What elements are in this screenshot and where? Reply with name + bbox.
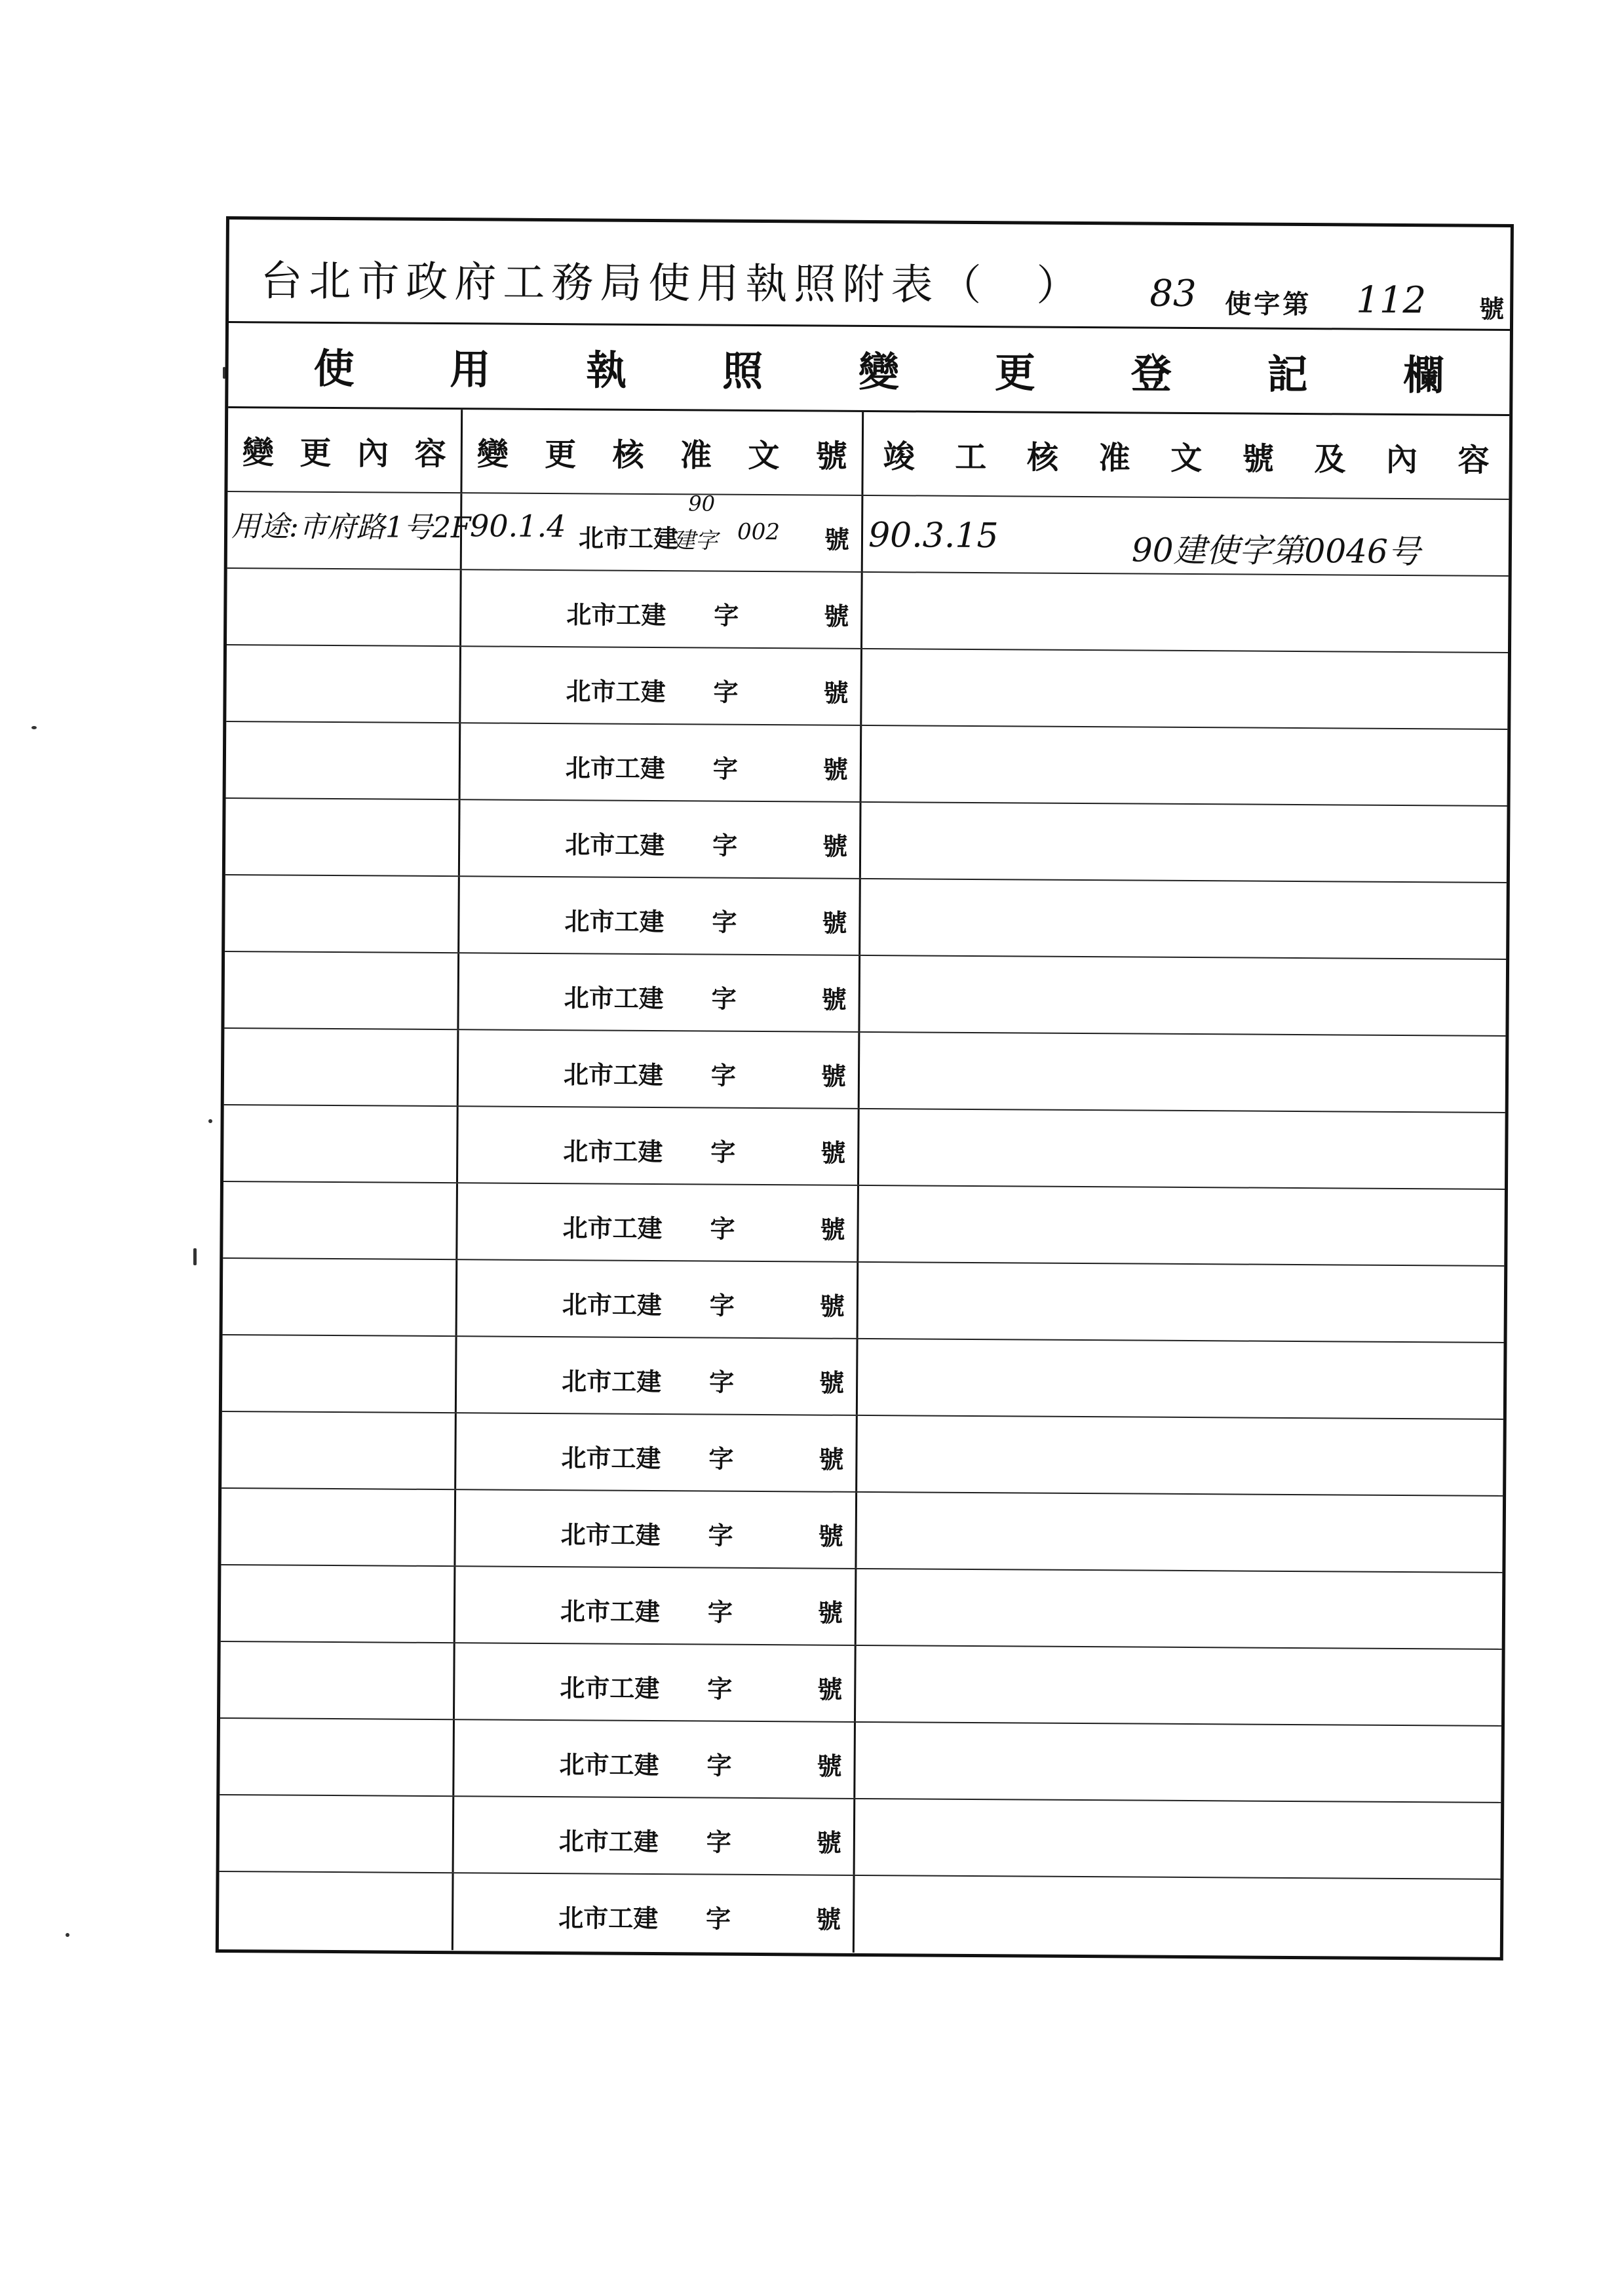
approval-prefix: 北市工建 [563, 1136, 663, 1167]
section-heading-char: 執 [586, 346, 627, 394]
approval-prefix: 北市工建 [565, 830, 665, 860]
approval-zi: 字 [708, 1444, 734, 1474]
change-content-cell [221, 1565, 456, 1642]
approval-zi: 字 [707, 1674, 733, 1704]
approval-suffix: 號 [821, 984, 847, 1014]
change-content-cell [222, 1335, 457, 1412]
approval-suffix: 號 [816, 1904, 841, 1934]
approval-prefix: 北市工建 [562, 1366, 662, 1397]
approval-prefix: 北市工建 [563, 1060, 664, 1090]
approval-zi: 字 [708, 1520, 733, 1550]
approval-prefix: 北市工建 [558, 1903, 659, 1934]
change-content-cell [225, 799, 461, 875]
approval-suffix: 號 [817, 1598, 843, 1628]
approval-zi: 字 [712, 907, 737, 937]
approval-printed [454, 1797, 854, 1875]
table-row [219, 1872, 1501, 1957]
completion-approval-cell [862, 649, 1508, 729]
change-approval-cell [461, 647, 862, 725]
change-approval-cell [455, 1490, 857, 1568]
table-header-row [227, 408, 1509, 500]
change-content-cell [226, 722, 461, 799]
approval-suffix: 號 [822, 908, 847, 938]
approval-printed [459, 877, 859, 955]
approval-zi: 字 [711, 984, 737, 1014]
permit-label: 使字第 [1225, 288, 1312, 320]
approval-printed [458, 1107, 858, 1185]
approval-prefix: 北市工建 [562, 1213, 663, 1244]
approval-suffix: 號 [817, 1674, 843, 1704]
approval-printed [454, 1720, 854, 1798]
header-char: 變 [476, 435, 509, 473]
completion-approval-cell [855, 1723, 1501, 1802]
change-content-cell [227, 569, 462, 645]
section-heading-char: 使 [313, 344, 355, 393]
table-row [222, 1335, 1504, 1420]
table-row [221, 1489, 1503, 1573]
change-approval-cell [453, 1873, 855, 1953]
approval-zi: 字 [709, 1367, 735, 1397]
table-row [221, 1565, 1503, 1650]
completion-approval-cell [855, 1876, 1501, 1957]
completion-approval-cell [860, 879, 1507, 959]
approval-zi: 字 [706, 1904, 731, 1934]
table-row [220, 1795, 1501, 1880]
scan-speck [193, 1248, 197, 1265]
change-content-cell [224, 952, 459, 1029]
change-content-handwritten: 用途:市府路1号2F [231, 510, 471, 545]
header-char: 容 [414, 435, 446, 472]
completion-approval-cell [857, 1416, 1503, 1495]
approval-prefix: 北市工建 [578, 523, 679, 554]
change-approval-cell [456, 1413, 858, 1491]
form-title-row [229, 220, 1511, 331]
change-approval-cell [460, 800, 862, 878]
change-approval-cell [457, 1337, 858, 1415]
approval-prefix: 北市工建 [561, 1443, 661, 1474]
approval-printed [459, 1030, 858, 1108]
table-row [226, 645, 1508, 730]
approval-number-handwritten: 002 [737, 518, 781, 546]
permit-suffix: 號 [1479, 294, 1505, 324]
change-content-cell [220, 1642, 455, 1719]
table-row [226, 722, 1508, 807]
approval-suffix: 號 [817, 1751, 842, 1781]
approval-printed [459, 953, 858, 1031]
section-heading-char: 照 [722, 347, 763, 396]
scan-speck [208, 1119, 212, 1123]
header-char: 文 [1170, 440, 1203, 477]
approval-suffix: 號 [823, 678, 849, 708]
approval-printed [461, 647, 860, 725]
completion-approval-cell [859, 1109, 1505, 1189]
change-content-cell [223, 1259, 458, 1335]
table-row [225, 875, 1507, 960]
completion-approval-cell [861, 803, 1507, 882]
approval-year-handwritten: 90 [688, 491, 716, 516]
approval-zi: 字 [710, 1137, 736, 1167]
approval-suffix: 號 [824, 524, 850, 554]
approval-printed [457, 1337, 857, 1415]
approval-zi: 字 [710, 1060, 737, 1090]
header-char: 竣 [883, 438, 915, 475]
completion-approval-cell [862, 573, 1509, 652]
approval-prefix: 北市工建 [562, 1290, 663, 1320]
approval-zi: 字 [712, 830, 738, 860]
table-row [223, 1259, 1505, 1343]
approval-prefix: 北市工建 [559, 1750, 659, 1780]
permit-year-handwritten: 83 [1149, 272, 1197, 316]
change-approval-cell [462, 493, 864, 571]
header-char: 准 [680, 436, 712, 474]
approval-printed [461, 570, 861, 648]
table-row [220, 1642, 1502, 1727]
header-char: 容 [1457, 441, 1490, 479]
header-char: 文 [748, 437, 780, 474]
completion-approval-cell [856, 1646, 1502, 1725]
completion-approval-cell [857, 1493, 1503, 1572]
change-content-cell [220, 1719, 455, 1795]
completion-approval-cell [858, 1339, 1504, 1419]
approval-zi: 字 [707, 1597, 733, 1627]
approval-printed [460, 800, 860, 878]
approval-suffix: 號 [818, 1521, 843, 1551]
header-char: 核 [612, 436, 644, 474]
approval-zi: 字 [709, 1290, 735, 1320]
approval-suffix: 號 [820, 1061, 847, 1091]
approval-suffix: 號 [820, 1138, 846, 1168]
approval-suffix: 號 [819, 1368, 845, 1398]
permit-number-handwritten: 112 [1356, 278, 1427, 322]
approval-prefix: 北市工建 [564, 983, 664, 1014]
change-approval-cell [457, 1183, 859, 1261]
approval-prefix: 北市工建 [564, 906, 665, 937]
change-content-cell [225, 875, 460, 952]
completion-approval-cell [858, 1263, 1505, 1342]
header-char: 更 [299, 434, 332, 472]
registration-table [219, 408, 1509, 1957]
approval-suffix: 號 [824, 601, 849, 631]
approval-prefix: 北市工建 [566, 600, 666, 630]
header-char: 內 [1385, 441, 1418, 478]
table-row [225, 799, 1507, 883]
section-heading-char: 欄 [1403, 351, 1444, 400]
completion-approval-cell [860, 1033, 1506, 1112]
completion-approval-cell [863, 496, 1509, 575]
approval-prefix: 北市工建 [560, 1673, 660, 1704]
section-heading-char: 更 [994, 349, 1036, 397]
approval-suffix: 號 [822, 831, 848, 861]
completion-approval-cell [855, 1799, 1501, 1879]
completion-doc-handwritten: 90建使字第0046号 [1131, 531, 1421, 571]
permit-change-form [216, 216, 1514, 1961]
approval-printed [453, 1873, 853, 1953]
approval-zi: 字 [714, 600, 739, 630]
change-content-cell [223, 1105, 459, 1182]
change-content-cell [221, 1489, 456, 1565]
section-heading-char: 用 [450, 345, 491, 394]
approval-printed [457, 1260, 857, 1338]
approval-printed [456, 1413, 856, 1491]
change-approval-cell [455, 1643, 857, 1721]
change-approval-cell [455, 1567, 857, 1645]
approval-suffix: 號 [819, 1291, 845, 1321]
section-heading-char: 記 [1267, 350, 1308, 399]
approval-suffix: 號 [816, 1827, 842, 1858]
approval-suffix: 號 [822, 754, 849, 784]
section-heading-char: 登 [1130, 349, 1172, 398]
form-title: 台北市政府工務局使用執照附表（ ） [260, 257, 1085, 311]
approval-printed [455, 1490, 855, 1568]
change-approval-cell [458, 1107, 860, 1185]
header-char: 更 [545, 436, 577, 473]
approval-zi: 字 [713, 677, 739, 707]
header-char: 工 [955, 438, 987, 476]
approval-prefix: 北市工建 [558, 1826, 659, 1857]
completion-date-handwritten: 90.3.15 [868, 515, 999, 556]
approval-zi: 字 [706, 1750, 732, 1780]
header-char: 核 [1026, 438, 1059, 476]
header-char: 及 [1314, 440, 1346, 478]
change-content-cell [223, 1182, 458, 1259]
approval-suffix: 號 [820, 1214, 845, 1244]
table-row [227, 492, 1509, 577]
change-content-cell [219, 1872, 454, 1950]
change-approval-cell [454, 1797, 856, 1875]
change-approval-cell [459, 953, 860, 1031]
table-row [224, 952, 1506, 1037]
header-change-content [227, 408, 463, 492]
section-heading [228, 323, 1510, 416]
change-approval-cell [454, 1720, 856, 1798]
approval-code-handwritten: 建字 [672, 527, 718, 554]
change-content-cell [227, 492, 471, 569]
completion-approval-cell [857, 1569, 1503, 1649]
change-approval-cell [461, 570, 863, 648]
approval-prefix: 北市工建 [560, 1596, 661, 1627]
table-row [223, 1182, 1505, 1267]
table-row [224, 1029, 1506, 1113]
completion-approval-cell [862, 726, 1508, 805]
completion-approval-cell [860, 956, 1506, 1035]
header-char: 號 [815, 438, 847, 475]
change-content-cell [220, 1795, 455, 1872]
change-content-cell [222, 1412, 457, 1489]
completion-approval-cell [858, 1186, 1505, 1265]
approval-zi: 字 [706, 1827, 732, 1857]
approval-suffix: 號 [819, 1444, 844, 1474]
approval-printed [461, 723, 860, 801]
approval-printed [455, 1567, 855, 1645]
approval-printed [457, 1183, 857, 1261]
table-row [222, 1412, 1503, 1497]
approval-printed [462, 493, 862, 571]
change-approval-cell [459, 877, 861, 955]
table-row [227, 569, 1509, 653]
scan-speck [31, 726, 37, 729]
header-completion-approval [863, 412, 1509, 499]
section-heading-char: 變 [858, 347, 900, 396]
change-approval-cell [459, 1030, 860, 1108]
approval-zi: 字 [712, 754, 739, 784]
header-char: 號 [1242, 440, 1275, 478]
header-char: 變 [242, 434, 274, 471]
approval-printed [455, 1643, 855, 1721]
approval-prefix: 北市工建 [560, 1520, 661, 1550]
approval-prefix: 北市工建 [565, 753, 666, 784]
header-change-approval [462, 410, 864, 495]
approval-date-handwritten: 90.1.4 [469, 508, 566, 545]
change-approval-cell [457, 1260, 859, 1338]
scan-speck [66, 1933, 69, 1937]
change-approval-cell [461, 723, 862, 801]
approval-prefix: 北市工建 [566, 676, 666, 707]
change-content-cell [226, 645, 461, 722]
header-char: 准 [1098, 439, 1130, 476]
table-row [220, 1719, 1501, 1803]
header-char: 內 [357, 434, 389, 472]
table-row [223, 1105, 1505, 1190]
change-content-cell [224, 1029, 459, 1105]
approval-zi: 字 [710, 1214, 735, 1244]
